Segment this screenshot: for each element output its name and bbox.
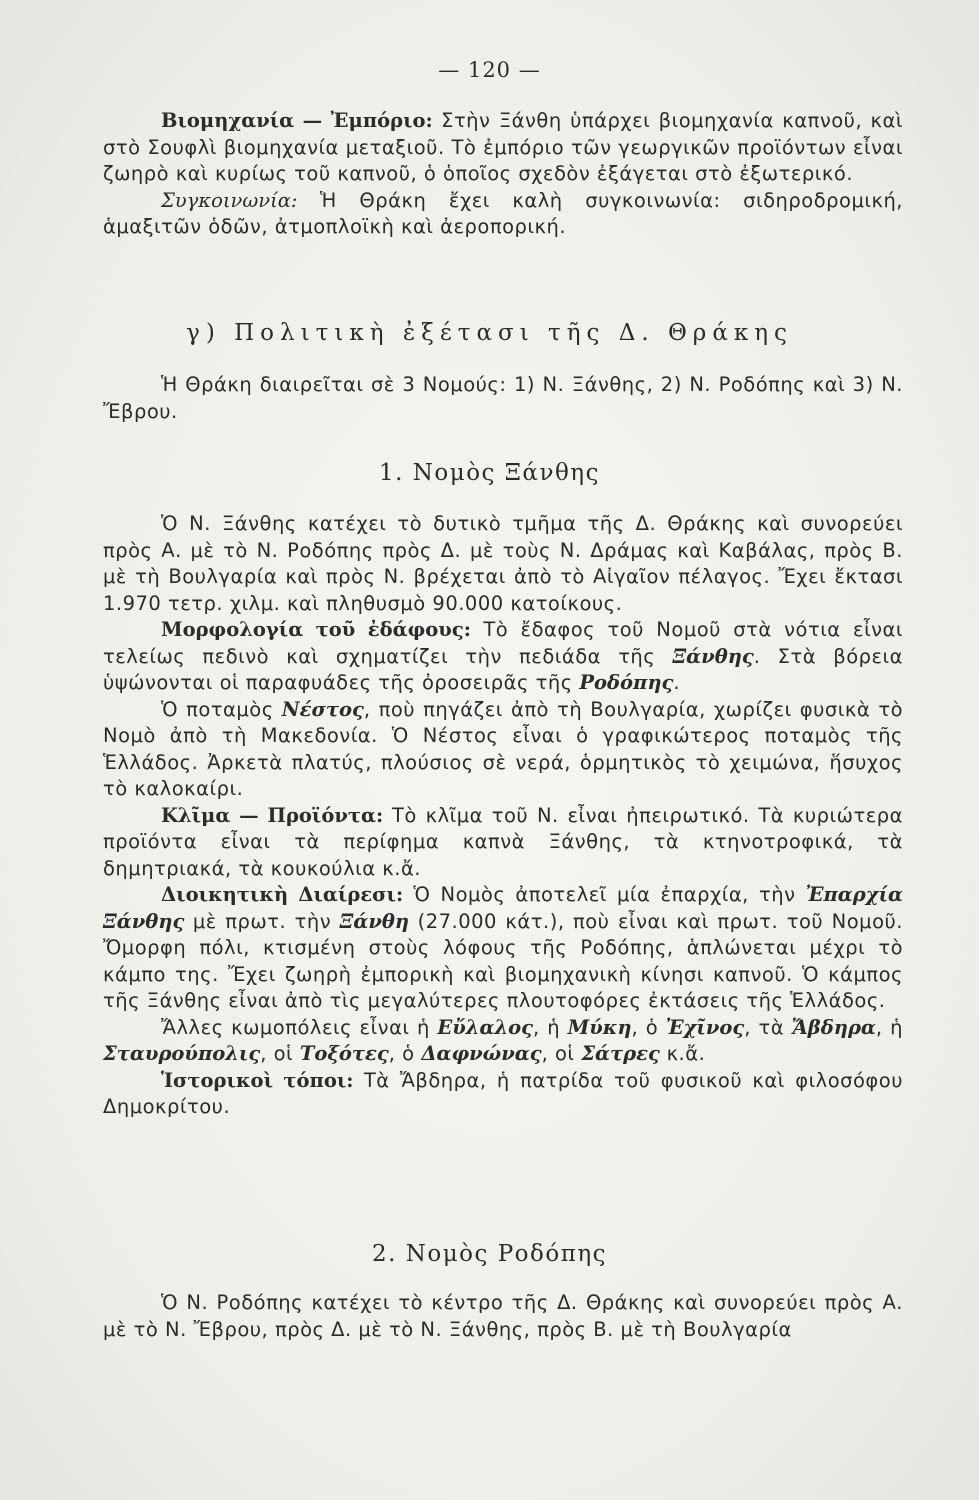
river-paragraph xyxy=(103,697,903,803)
town-name: Σάτρες xyxy=(581,1042,660,1065)
admin-paragraph xyxy=(103,882,903,1015)
towns-separator: , τὰ xyxy=(744,1015,785,1039)
morphology-text-2: . Στὰ βόρεια ὑψώνονται οἱ παραφυάδες τῆς ὀροσειρᾶς τῆς xyxy=(103,644,903,694)
section2-heading: 2. Νομὸς Ροδόπης xyxy=(371,1241,607,1267)
morphology-paragraph xyxy=(103,617,903,697)
towns-separator: , ὁ xyxy=(631,1015,659,1039)
intro-block xyxy=(103,108,903,241)
admin-name-1: Ἐπαρχία Ξάνθης xyxy=(103,883,904,933)
admin-text-2: μὲ πρωτ. τὴν xyxy=(192,909,332,933)
river-name: Νέστος xyxy=(281,697,364,721)
morphology-text-1: Τὸ ἔδαφος τοῦ Νομοῦ στὰ νότια εἶναι τελείως πεδινὸ καὶ σχηματίζει τὴν πεδιάδα τῆς xyxy=(103,618,904,668)
climate-text: Τὸ κλῖμα τοῦ Ν. εἶναι ἠπειρωτικό. Τὰ κυριώτερα προϊόντα εἶναι τὰ περίφημα καπνὰ Ξάνθης, τὰ κτηνοτροφικά, τὰ δημητριακά, τὰ κουκούλια κ.ἄ. xyxy=(103,803,903,880)
town-name: Τοξότες xyxy=(299,1042,389,1065)
climate-label: Κλῖμα — Προϊόντα: xyxy=(161,803,384,827)
section2-intro: Ὁ Ν. Ροδόπης κατέχει τὸ κέντρο τῆς Δ. Θράκης καὶ συνορεύει πρὸς Α. μὲ τὸ Ν. Ἔβρου, πρὸς Δ. μὲ τὸ Ν. Ξάνθης, πρὸς Β. μὲ τὴ Βουλγαρία xyxy=(103,1291,903,1341)
town-name: Ἐχῖνος xyxy=(665,1015,745,1039)
section2-block xyxy=(103,1290,903,1343)
towns-separator: , οἱ xyxy=(541,1042,575,1065)
industry-label: Βιομηχανία — Ἐμπόριο: xyxy=(161,109,433,132)
admin-text-1: Ὁ Νομὸς ἀποτελεῖ μία ἐπαρχία, τὴν xyxy=(413,883,796,906)
towns-separator: , ἡ xyxy=(533,1015,561,1039)
communication-text: Ἡ Θράκη ἔχει καλὴ συγκοινωνία: σιδηροδρομική, ἁμαξιτῶν ὁδῶν, ἀτμοπλοϊκὴ καὶ ἀεροπορική. xyxy=(103,188,904,238)
industry-text: Στὴν Ξάνθη ὑπάρχει βιομηχανία καπνοῦ, καὶ στὸ Σουφλὶ βιομηχανία μεταξιοῦ. Τὸ ἐμπόριο τῶν γεωργικῶν προϊόντων εἶναι ζωηρὸ καὶ κυρίως τοῦ καπνοῦ, ὁ ὁποῖος σχεδὸν ἐξάγεται στὸ ἐξωτερικό. xyxy=(103,109,903,185)
political-paragraph: Ἡ Θράκη διαιρεῖται σὲ 3 Νομούς: 1) Ν. Ξάνθης, 2) Ν. Ροδόπης καὶ 3) Ν. Ἔβρου. xyxy=(103,373,903,423)
communication-label: Συγκοινωνία: xyxy=(161,188,298,212)
towns-text: Ἄλλες κωμοπόλεις εἶναι ἡ xyxy=(161,1015,430,1039)
historic-text: Τὰ Ἄβδηρα, ἡ πατρίδα τοῦ φυσικοῦ καὶ φιλοσόφου Δημοκρίτου. xyxy=(103,1068,903,1118)
political-heading: γ) Πολιτικὴ ἐξέτασι τῆς Δ. Θράκης xyxy=(186,320,793,346)
morphology-text-3: . xyxy=(673,671,681,694)
historic-paragraph xyxy=(103,1068,903,1121)
town-name: Δαφνώνας xyxy=(421,1042,542,1065)
admin-name-2: Ξάνθη xyxy=(339,909,410,933)
morphology-name-2: Ροδόπης xyxy=(579,671,674,694)
historic-label: Ἱστορικοὶ τόποι: xyxy=(161,1068,354,1092)
industry-paragraph xyxy=(103,108,903,188)
climate-paragraph xyxy=(103,803,903,883)
section1-heading: 1. Νομὸς Ξάνθης xyxy=(379,460,600,486)
towns-separator: , οἱ xyxy=(260,1042,294,1065)
river-text-2: , ποὺ πηγάζει ἀπὸ τὴ Βουλγαρία, χωρίζει φυσικὰ τὸ Νομὸ ἀπὸ τὴ Μακεδονία. Ὁ Νέστος εἶναι ὁ γραφικώτερος ποταμὸς τῆς Ἑλλάδος. Ἀρκετὰ πλατύς, πλούσιος σὲ νερά, ὁρμητικὸς τὸ χειμώνα, ἥσυχος τὸ καλοκαίρι. xyxy=(103,697,903,800)
towns-separator: , ὁ xyxy=(388,1042,415,1065)
towns-separator: , ἡ xyxy=(875,1015,903,1039)
page-number: — 120 — xyxy=(438,58,541,82)
town-name: Εὔλαλος xyxy=(437,1015,534,1039)
town-name: Σταυρούπολις xyxy=(103,1042,261,1065)
communication-paragraph xyxy=(103,188,903,241)
section1-intro: Ὁ Ν. Ξάνθης κατέχει τὸ δυτικὸ τμῆμα τῆς Δ. Θράκης καὶ συνορεύει πρὸς Α. μὲ τὸ Ν. Ροδόπης πρὸς Δ. μὲ τοὺς Ν. Δράμας καὶ Καβάλας, πρὸς Β. μὲ τὴ Βουλγαρία καὶ πρὸς Ν. βρέχεται ἀπὸ τὸ Αἰγαῖον πέλαγος. Ἔχει ἔκτασι 1.970 τετρ. χιλμ. καὶ πληθυσμὸ 90.000 κατοίκους. xyxy=(103,512,903,615)
river-text-1: Ὁ ποταμὸς xyxy=(161,697,274,721)
town-name: Ἄβδηρα xyxy=(791,1015,876,1039)
towns-end: κ.ἄ. xyxy=(666,1042,706,1065)
morphology-name-1: Ξάνθης xyxy=(672,644,754,668)
admin-text-3: (27.000 κάτ.), ποὺ εἶναι καὶ πρωτ. τοῦ Νομοῦ. Ὄμορφη πόλι, κτισμένη στοὺς λόφους τῆς Ροδόπης, ἁπλώνεται μέχρι τὸ κάμπο της. Ἔχει ζωηρὴ ἐμπορικὴ καὶ βιομηχανικὴ κίνησι καπνοῦ. Ὁ κάμπος τῆς Ξάνθης εἶναι ἀπὸ τὶς μεγαλύτερες πλουτοφόρες ἐκτάσεις τῆς Ἑλλάδος. xyxy=(103,909,904,1012)
morphology-label: Μορφολογία τοῦ ἐδάφους: xyxy=(161,618,471,641)
section1-block xyxy=(103,511,903,1121)
political-block xyxy=(103,372,903,425)
town-name: Μύκη xyxy=(567,1015,632,1039)
towns-paragraph xyxy=(103,1015,903,1068)
admin-label: Διοικητικὴ Διαίρεσι: xyxy=(161,883,404,906)
